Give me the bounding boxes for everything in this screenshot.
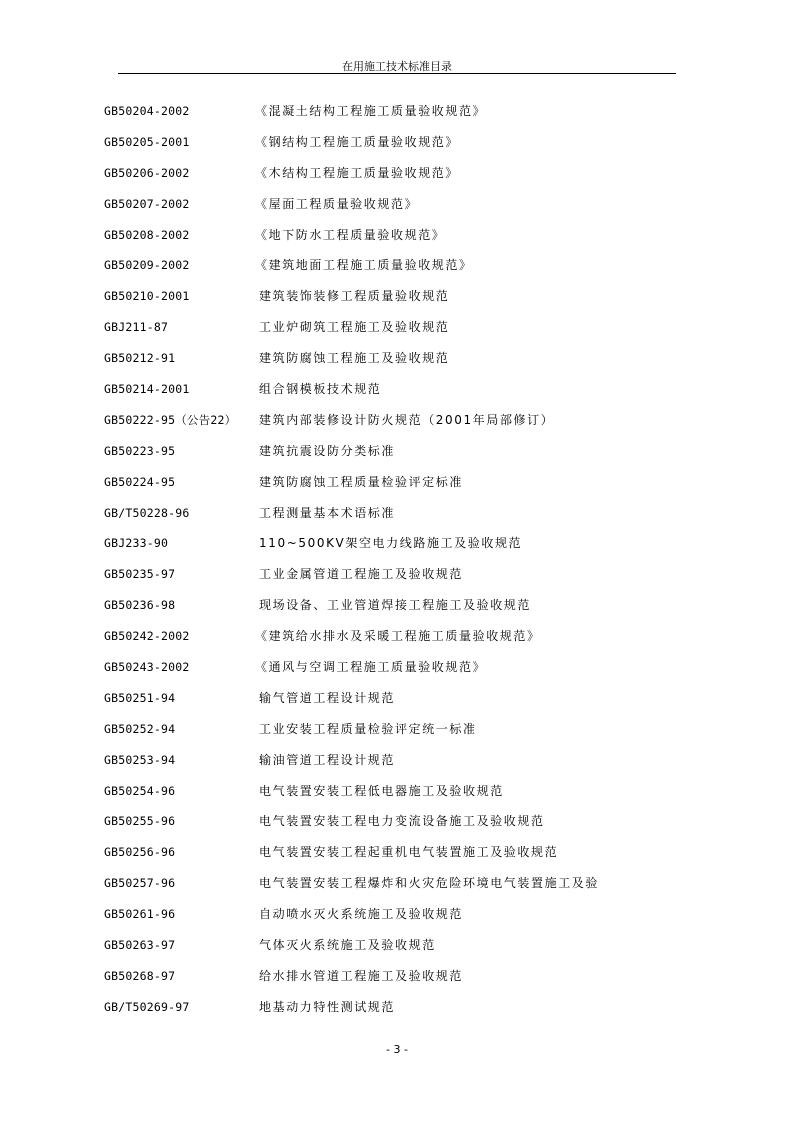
list-item: [0, 783, 794, 814]
standard-code: GB50251-94: [104, 690, 176, 705]
standard-code: GB50210-2001: [104, 289, 190, 304]
standard-title: 现场设备、工业管道焊接工程施工及验收规范: [259, 598, 532, 613]
list-item: [0, 257, 794, 288]
list-item: [0, 906, 794, 937]
list-item: [0, 443, 794, 474]
standard-code: GB50255-96: [104, 814, 176, 829]
standard-title: 《木结构工程施工质量验收规范》: [255, 165, 460, 180]
standard-title: 输气管道工程设计规范: [259, 690, 396, 705]
page-number: - 3 -: [386, 1043, 408, 1056]
list-item: [0, 968, 794, 999]
list-item: [0, 535, 794, 566]
standard-title: 建筑防腐蚀工程施工及验收规范: [259, 351, 450, 366]
standard-title: 建筑装饰装修工程质量验收规范: [259, 289, 450, 304]
standard-code: GB50257-96: [104, 876, 176, 891]
standard-code: GB50224-95: [104, 474, 176, 489]
standard-title: 输油管道工程设计规范: [259, 752, 396, 767]
standard-title: 工程测量基本术语标准: [259, 505, 396, 520]
standard-title: 《钢结构工程施工质量验收规范》: [255, 134, 460, 149]
standard-title: 电气装置安装工程起重机电气装置施工及验收规范: [259, 845, 559, 860]
list-item: [0, 196, 794, 227]
standard-code: GB50243-2002: [104, 660, 190, 675]
standard-code: GB50212-91: [104, 351, 176, 366]
standard-title: 建筑抗震设防分类标准: [259, 443, 396, 458]
standard-code: GB50254-96: [104, 783, 176, 798]
standard-title: 工业炉砌筑工程施工及验收规范: [259, 320, 450, 335]
standard-code: GB50207-2002: [104, 196, 190, 211]
standard-code: GB50242-2002: [104, 629, 190, 644]
list-item: [0, 288, 794, 319]
header-divider: [118, 73, 676, 74]
standard-title: 自动喷水灭火系统施工及验收规范: [259, 907, 464, 922]
standard-code: GB50235-97: [104, 567, 176, 582]
standard-title: 工业金属管道工程施工及验收规范: [259, 567, 464, 582]
standard-title: 电气装置安装工程电力变流设备施工及验收规范: [259, 814, 545, 829]
list-item: [0, 659, 794, 690]
standard-title: 建筑防腐蚀工程质量检验评定标准: [259, 474, 464, 489]
standard-title: 《建筑给水排水及采暖工程施工质量验收规范》: [255, 629, 541, 644]
list-item: [0, 319, 794, 350]
standard-title: 《通风与空调工程施工质量验收规范》: [255, 660, 487, 675]
standard-code: GB/T50228-96: [104, 505, 190, 520]
page-header-title: 在用施工技术标准目录: [342, 60, 452, 73]
list-item: [0, 999, 794, 1030]
standard-title: 给水排水管道工程施工及验收规范: [259, 968, 464, 983]
list-item: [0, 721, 794, 752]
standard-code: GB50253-94: [104, 752, 176, 767]
standard-code: GBJ211-87: [104, 320, 169, 335]
standard-code: GB50268-97: [104, 968, 176, 983]
standard-code: GB50208-2002: [104, 227, 190, 242]
list-item: [0, 165, 794, 196]
list-item: [0, 134, 794, 165]
list-item: [0, 227, 794, 258]
standard-title: 地基动力特性测试规范: [259, 999, 396, 1014]
standard-code: GB50263-97: [104, 938, 176, 953]
list-item: [0, 474, 794, 505]
list-item: [0, 844, 794, 875]
list-item: [0, 628, 794, 659]
standard-title: 气体灭火系统施工及验收规范: [259, 938, 436, 953]
list-item: [0, 813, 794, 844]
standard-title: 组合钢模板技术规范: [259, 382, 382, 397]
standard-code: GBJ233-90: [104, 536, 169, 551]
standard-code: GB50222-95（公告22）: [104, 412, 237, 427]
standard-code: GB50206-2002: [104, 165, 190, 180]
list-item: [0, 381, 794, 412]
standard-code: GB50205-2001: [104, 134, 190, 149]
standard-title: 建筑内部装修设计防火规范（2001年局部修订）: [259, 412, 555, 427]
list-item: [0, 597, 794, 628]
standard-code: GB50261-96: [104, 907, 176, 922]
standard-code: GB50252-94: [104, 721, 176, 736]
list-item: [0, 752, 794, 783]
list-item: [0, 350, 794, 381]
standard-title: 电气装置安装工程低电器施工及验收规范: [259, 783, 504, 798]
standard-code: GB/T50269-97: [104, 999, 190, 1014]
standard-title: 工业安装工程质量检验评定统一标准: [259, 721, 477, 736]
list-item: [0, 875, 794, 906]
list-item: [0, 690, 794, 721]
list-item: [0, 937, 794, 968]
list-item: [0, 103, 794, 134]
standards-list: [0, 103, 794, 1030]
standard-title: 《地下防水工程质量验收规范》: [255, 227, 446, 242]
standard-code: GB50209-2002: [104, 258, 190, 273]
standard-title: 110~500KV架空电力线路施工及验收规范: [259, 536, 523, 551]
standard-code: GB50256-96: [104, 845, 176, 860]
standard-title: 《建筑地面工程施工质量验收规范》: [255, 258, 473, 273]
standard-code: GB50204-2002: [104, 104, 190, 118]
standard-code: GB50214-2001: [104, 382, 190, 397]
list-item: [0, 412, 794, 443]
standard-code: GB50236-98: [104, 598, 176, 613]
list-item: [0, 566, 794, 597]
standard-code: GB50223-95: [104, 443, 176, 458]
list-item: [0, 505, 794, 536]
standard-title: 《屋面工程质量验收规范》: [255, 196, 419, 211]
standard-title: 电气装置安装工程爆炸和火灾危险环境电气装置施工及验: [259, 876, 600, 891]
standard-title: 《混凝土结构工程施工质量验收规范》: [255, 104, 487, 118]
